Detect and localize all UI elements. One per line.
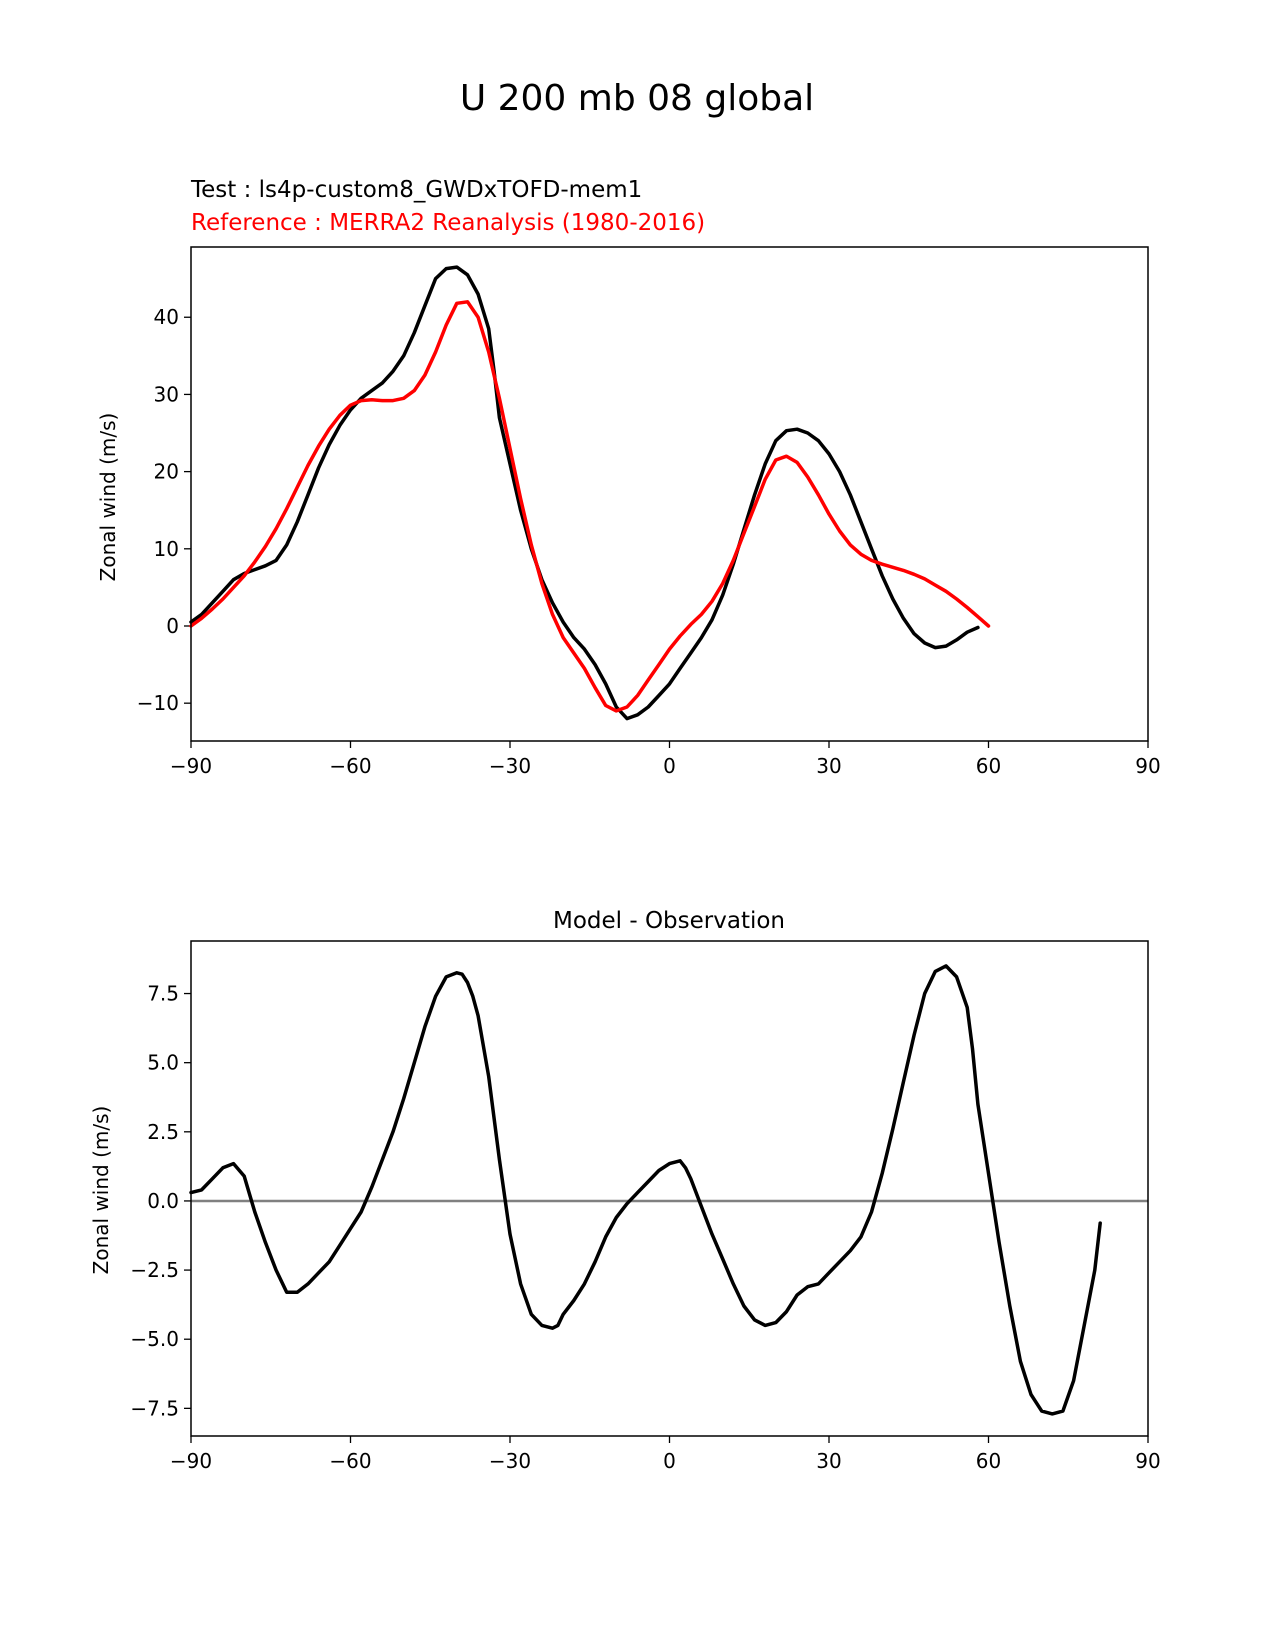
y-tick-label: 30 — [153, 382, 179, 407]
x-tick-label: 30 — [816, 1449, 842, 1473]
top-panel — [96, 177, 1161, 778]
x-tick-label: −60 — [329, 754, 372, 778]
reference-title: Reference : MERRA2 Reanalysis (1980-2016) — [191, 210, 706, 236]
x-tick-label: −30 — [488, 754, 532, 778]
y-tick-label: −2.5 — [130, 1258, 179, 1283]
y-tick-label: 10 — [153, 536, 179, 561]
top-axes-frame — [191, 247, 1148, 741]
series-line-0 — [191, 267, 978, 718]
bottom-axes-frame — [191, 941, 1148, 1436]
top-plot-lines — [191, 267, 989, 718]
top-ylabel: Zonal wind (m/s) — [96, 412, 120, 582]
bottom-ylabel: Zonal wind (m/s) — [89, 1105, 113, 1275]
y-tick-label: 2.5 — [147, 1119, 179, 1144]
test-title: Test : ls4p-custom8_GWDxTOFD-mem1 — [191, 177, 643, 203]
y-tick-label: 0.0 — [147, 1188, 179, 1213]
x-tick-label: −30 — [488, 1449, 532, 1473]
x-tick-label: 60 — [975, 754, 1002, 778]
series-line-0 — [191, 966, 1100, 1414]
x-tick-label: −90 — [169, 1449, 213, 1473]
x-tick-label: 0 — [663, 1449, 676, 1473]
y-tick-label: 20 — [153, 459, 179, 484]
bottom-title: Model - Observation — [552, 908, 786, 934]
x-tick-label: 0 — [663, 754, 676, 778]
bottom-panel — [89, 908, 1161, 1473]
y-tick-label: −10 — [136, 691, 179, 716]
y-tick-label: −7.5 — [130, 1396, 179, 1421]
y-tick-label: −5.0 — [130, 1327, 179, 1352]
bottom-plot-lines — [191, 966, 1148, 1414]
x-tick-label: −60 — [329, 1449, 372, 1473]
x-tick-label: 90 — [1135, 1449, 1161, 1473]
figure-suptitle: U 200 mb 08 global — [459, 78, 815, 119]
series-line-1 — [191, 302, 989, 711]
y-tick-label: 0 — [166, 613, 179, 638]
y-tick-label: 7.5 — [147, 981, 179, 1006]
bottom-axes-ticks — [130, 982, 1160, 1473]
y-tick-label: 40 — [153, 305, 179, 330]
x-tick-label: −90 — [169, 754, 213, 778]
y-tick-label: 5.0 — [147, 1050, 179, 1075]
x-tick-label: 60 — [975, 1449, 1002, 1473]
x-tick-label: 30 — [816, 754, 842, 778]
x-tick-label: 90 — [1135, 754, 1161, 778]
